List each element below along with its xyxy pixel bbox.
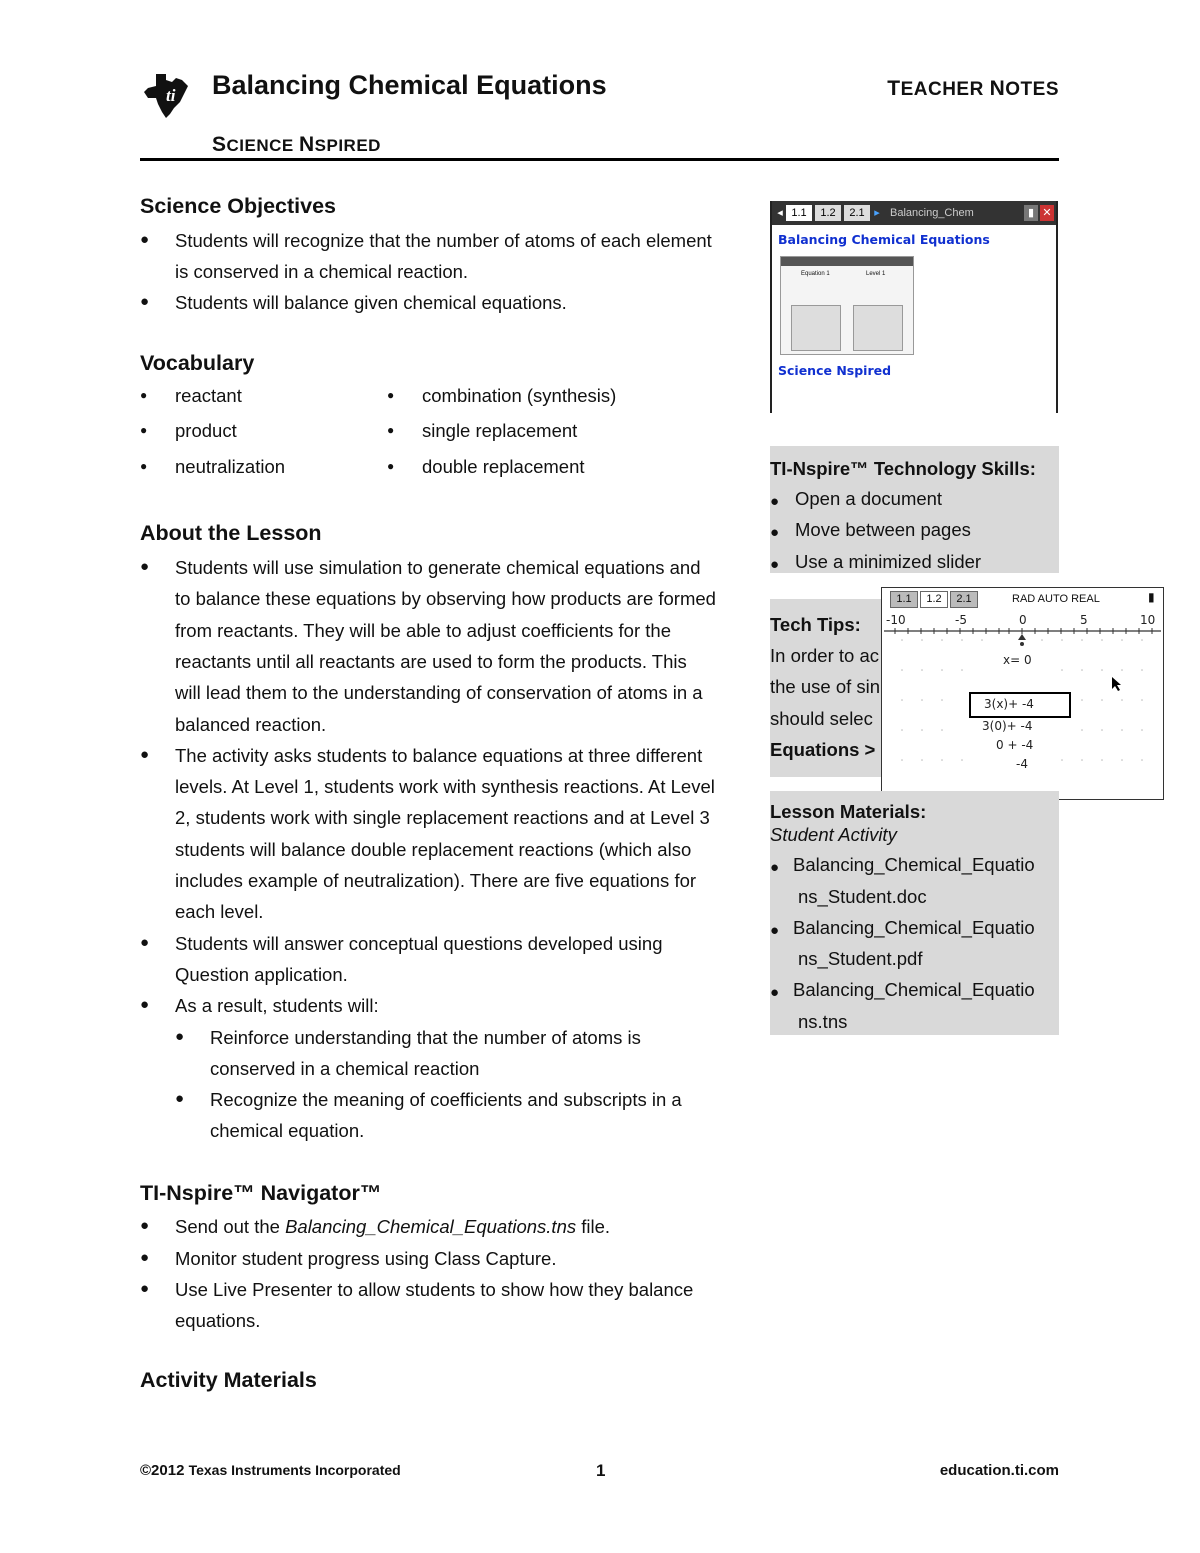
expression-step: 0 + -4 <box>996 738 1034 752</box>
axis-tick-label: -5 <box>955 613 967 627</box>
calc-tab-bar <box>772 201 1056 225</box>
list-item: Recognize the meaning of coefficients and subscripts in a <box>210 1089 682 1111</box>
file-item: ns_Student.doc <box>798 886 927 907</box>
list-item: levels. At Level 1, students work with synthesis reactions. At Level <box>175 776 715 798</box>
calc-tab-bar <box>882 588 1163 610</box>
lesson-materials-heading: Lesson Materials: <box>770 801 927 822</box>
bullet: ● <box>140 423 148 437</box>
close-icon: ✕ <box>1040 205 1054 221</box>
mini-label: Equation 1 <box>801 271 830 277</box>
document-title: Balancing Chemical Equations <box>212 70 607 100</box>
calc-tab: 2.1 <box>844 205 870 221</box>
header-divider <box>140 158 1059 161</box>
list-item: conserved in a chemical reaction <box>210 1057 480 1079</box>
calculator-screenshot-title <box>770 201 1058 413</box>
lesson-materials-sub: Student Activity <box>770 824 897 845</box>
screen-footer-label: Science Nspired <box>778 363 892 378</box>
vocab-item: single replacement <box>422 420 578 441</box>
bullet: ● <box>387 459 395 473</box>
right-arrow-icon: ▸ <box>874 207 880 219</box>
bullet: ● <box>140 1217 150 1234</box>
list-item: includes example of neutralization). There are five equations for <box>175 870 697 891</box>
objectives-heading: Science Objectives <box>140 194 336 218</box>
page-number: 1 <box>596 1461 606 1480</box>
file-item: ns.tns <box>798 1011 848 1032</box>
calc-tab: 1.2 <box>920 591 948 608</box>
bullet: ● <box>140 388 148 402</box>
calculator-screenshot-graph <box>881 587 1164 800</box>
list-item: Monitor student progress using Class Capture. <box>175 1248 557 1269</box>
bullet: ● <box>770 524 780 541</box>
science-nspired-label: SCIENCE NSPIRED <box>212 133 381 156</box>
about-heading: About the Lesson <box>140 521 322 545</box>
list-item: Reinforce understanding that the number of atoms is <box>210 1026 641 1048</box>
list-item: Students will recognize that the number of atoms of each element <box>175 230 712 251</box>
list-item: Students will use simulation to generate chemical equations and <box>175 557 701 578</box>
svg-text:ti: ti <box>166 86 176 105</box>
vocab-item: product <box>175 420 237 441</box>
vocab-item: double replacement <box>422 456 585 477</box>
list-item: As a result, students will: <box>175 995 379 1017</box>
teacher-notes-label: TEACHER NOTES <box>887 77 1059 100</box>
footer-website: education.ti.com <box>939 1462 1059 1479</box>
axis-tick-label: -10 <box>886 613 906 627</box>
axis-tick-label: 10 <box>1140 613 1156 627</box>
file-item: Balancing_Chemical_Equatio <box>793 854 1035 875</box>
bullet: ● <box>140 558 150 575</box>
screen-title: Balancing Chemical Equations <box>778 232 990 247</box>
list-item: Use Live Presenter to allow students to show how they balance <box>175 1279 694 1300</box>
bullet: ● <box>175 1027 185 1045</box>
list-item: will lead them to the understanding of conservation of atoms in a <box>175 682 703 704</box>
list-item: Question application. <box>175 963 348 985</box>
bullet: ● <box>770 922 780 939</box>
bullet: ● <box>770 493 780 510</box>
lesson-materials-box <box>770 791 1059 1035</box>
mini-label: Level 1 <box>866 271 886 277</box>
expression-step: -4 <box>1016 757 1028 771</box>
list-item: reactants until all reactants are used to form the products. This <box>175 650 687 672</box>
battery-icon: ▮ <box>1024 205 1038 221</box>
bullet: ● <box>140 1280 150 1297</box>
tip-line: should selec <box>770 708 873 729</box>
calc-tab: 1.2 <box>815 205 841 221</box>
objectives-list <box>140 225 760 325</box>
bullet: ● <box>387 423 395 437</box>
list-item: Students will answer conceptual questions developed using <box>175 932 663 954</box>
list-item: Send out the Balancing_Chemical_Equations.tns file. <box>175 1216 611 1237</box>
vocab-item: combination (synthesis) <box>422 385 617 406</box>
expression-box: 3(x)+ -4 <box>984 697 1034 711</box>
calc-mode: RAD AUTO REAL <box>1012 593 1100 605</box>
list-item: each level. <box>175 901 264 923</box>
list-item: chemical equation. <box>210 1120 365 1142</box>
list-item: Use a minimized slider <box>795 551 982 572</box>
bullet: ● <box>140 459 148 473</box>
bullet: ● <box>140 293 150 310</box>
bullet: ● <box>140 745 150 763</box>
bullet: ● <box>140 996 150 1014</box>
tech-skills-box <box>770 446 1059 573</box>
mini-screen-preview <box>780 256 914 355</box>
calc-tab: 2.1 <box>950 591 978 608</box>
list-item: balanced reaction. <box>175 713 327 735</box>
bullet: ● <box>140 933 150 951</box>
tip-line: the use of sin <box>770 676 881 697</box>
vocabulary-list <box>140 380 760 490</box>
bullet: ● <box>140 1249 150 1266</box>
activity-materials-heading: Activity Materials <box>140 1368 317 1392</box>
list-item: The activity asks students to balance equations at three different <box>175 744 703 766</box>
list-item: to balance these equations by observing how products are formed <box>175 588 716 610</box>
vocab-item: neutralization <box>175 456 286 477</box>
vocab-item: reactant <box>175 385 242 406</box>
ti-logo-icon <box>142 72 190 120</box>
list-item: Move between pages <box>795 519 971 540</box>
list-item: from reactants. They will be able to adjust coefficients for the <box>175 619 671 641</box>
tip-line: In order to ac <box>770 645 880 666</box>
file-name: Balancing_Chemical_Equations.tns <box>285 1216 577 1237</box>
battery-icon: ▮ <box>1148 590 1155 604</box>
bullet: ● <box>387 388 395 402</box>
axis-tick-label: 5 <box>1080 613 1088 627</box>
bullet: ● <box>770 859 780 876</box>
list-item: is conserved in a chemical reaction. <box>175 261 469 282</box>
bullet: ● <box>140 231 150 248</box>
vocabulary-heading: Vocabulary <box>140 351 255 375</box>
list-item: Open a document <box>795 488 943 509</box>
list-item: Students will balance given chemical equations. <box>175 292 567 313</box>
list-item: equations. <box>175 1310 261 1331</box>
bullet: ● <box>770 984 780 1001</box>
about-list <box>140 552 760 1152</box>
footer-copyright: ©2012 Texas Instruments Incorporated <box>140 1462 401 1479</box>
calc-tab: 1.1 <box>890 591 918 608</box>
left-arrow-icon: ◂ <box>777 207 783 219</box>
expression-step: 3(0)+ -4 <box>982 719 1033 733</box>
list-item: 2, students work with single replacement reactions and at Level 3 <box>175 807 710 829</box>
file-item: Balancing_Chemical_Equatio <box>793 917 1035 938</box>
file-item: ns_Student.pdf <box>798 948 923 969</box>
tech-tips-heading: Tech Tips: <box>770 614 861 635</box>
navigator-heading: TI-Nspire™ Navigator™ <box>140 1181 382 1205</box>
list-item: students will balance double replacement reactions (which also <box>175 838 692 860</box>
tech-skills-heading: TI-Nspire™ Technology Skills: <box>770 458 1036 479</box>
navigator-list <box>140 1211 760 1341</box>
axis-tick-label: 0 <box>1019 613 1027 627</box>
file-item: Balancing_Chemical_Equatio <box>793 979 1035 1000</box>
bullet: ● <box>770 556 780 573</box>
bullet: ● <box>175 1090 185 1108</box>
calc-doc-name: Balancing_Chem <box>890 207 974 219</box>
tip-line: Equations > <box>770 739 876 760</box>
x-value-label: x= 0 <box>1003 653 1032 667</box>
calc-tab: 1.1 <box>786 205 812 221</box>
